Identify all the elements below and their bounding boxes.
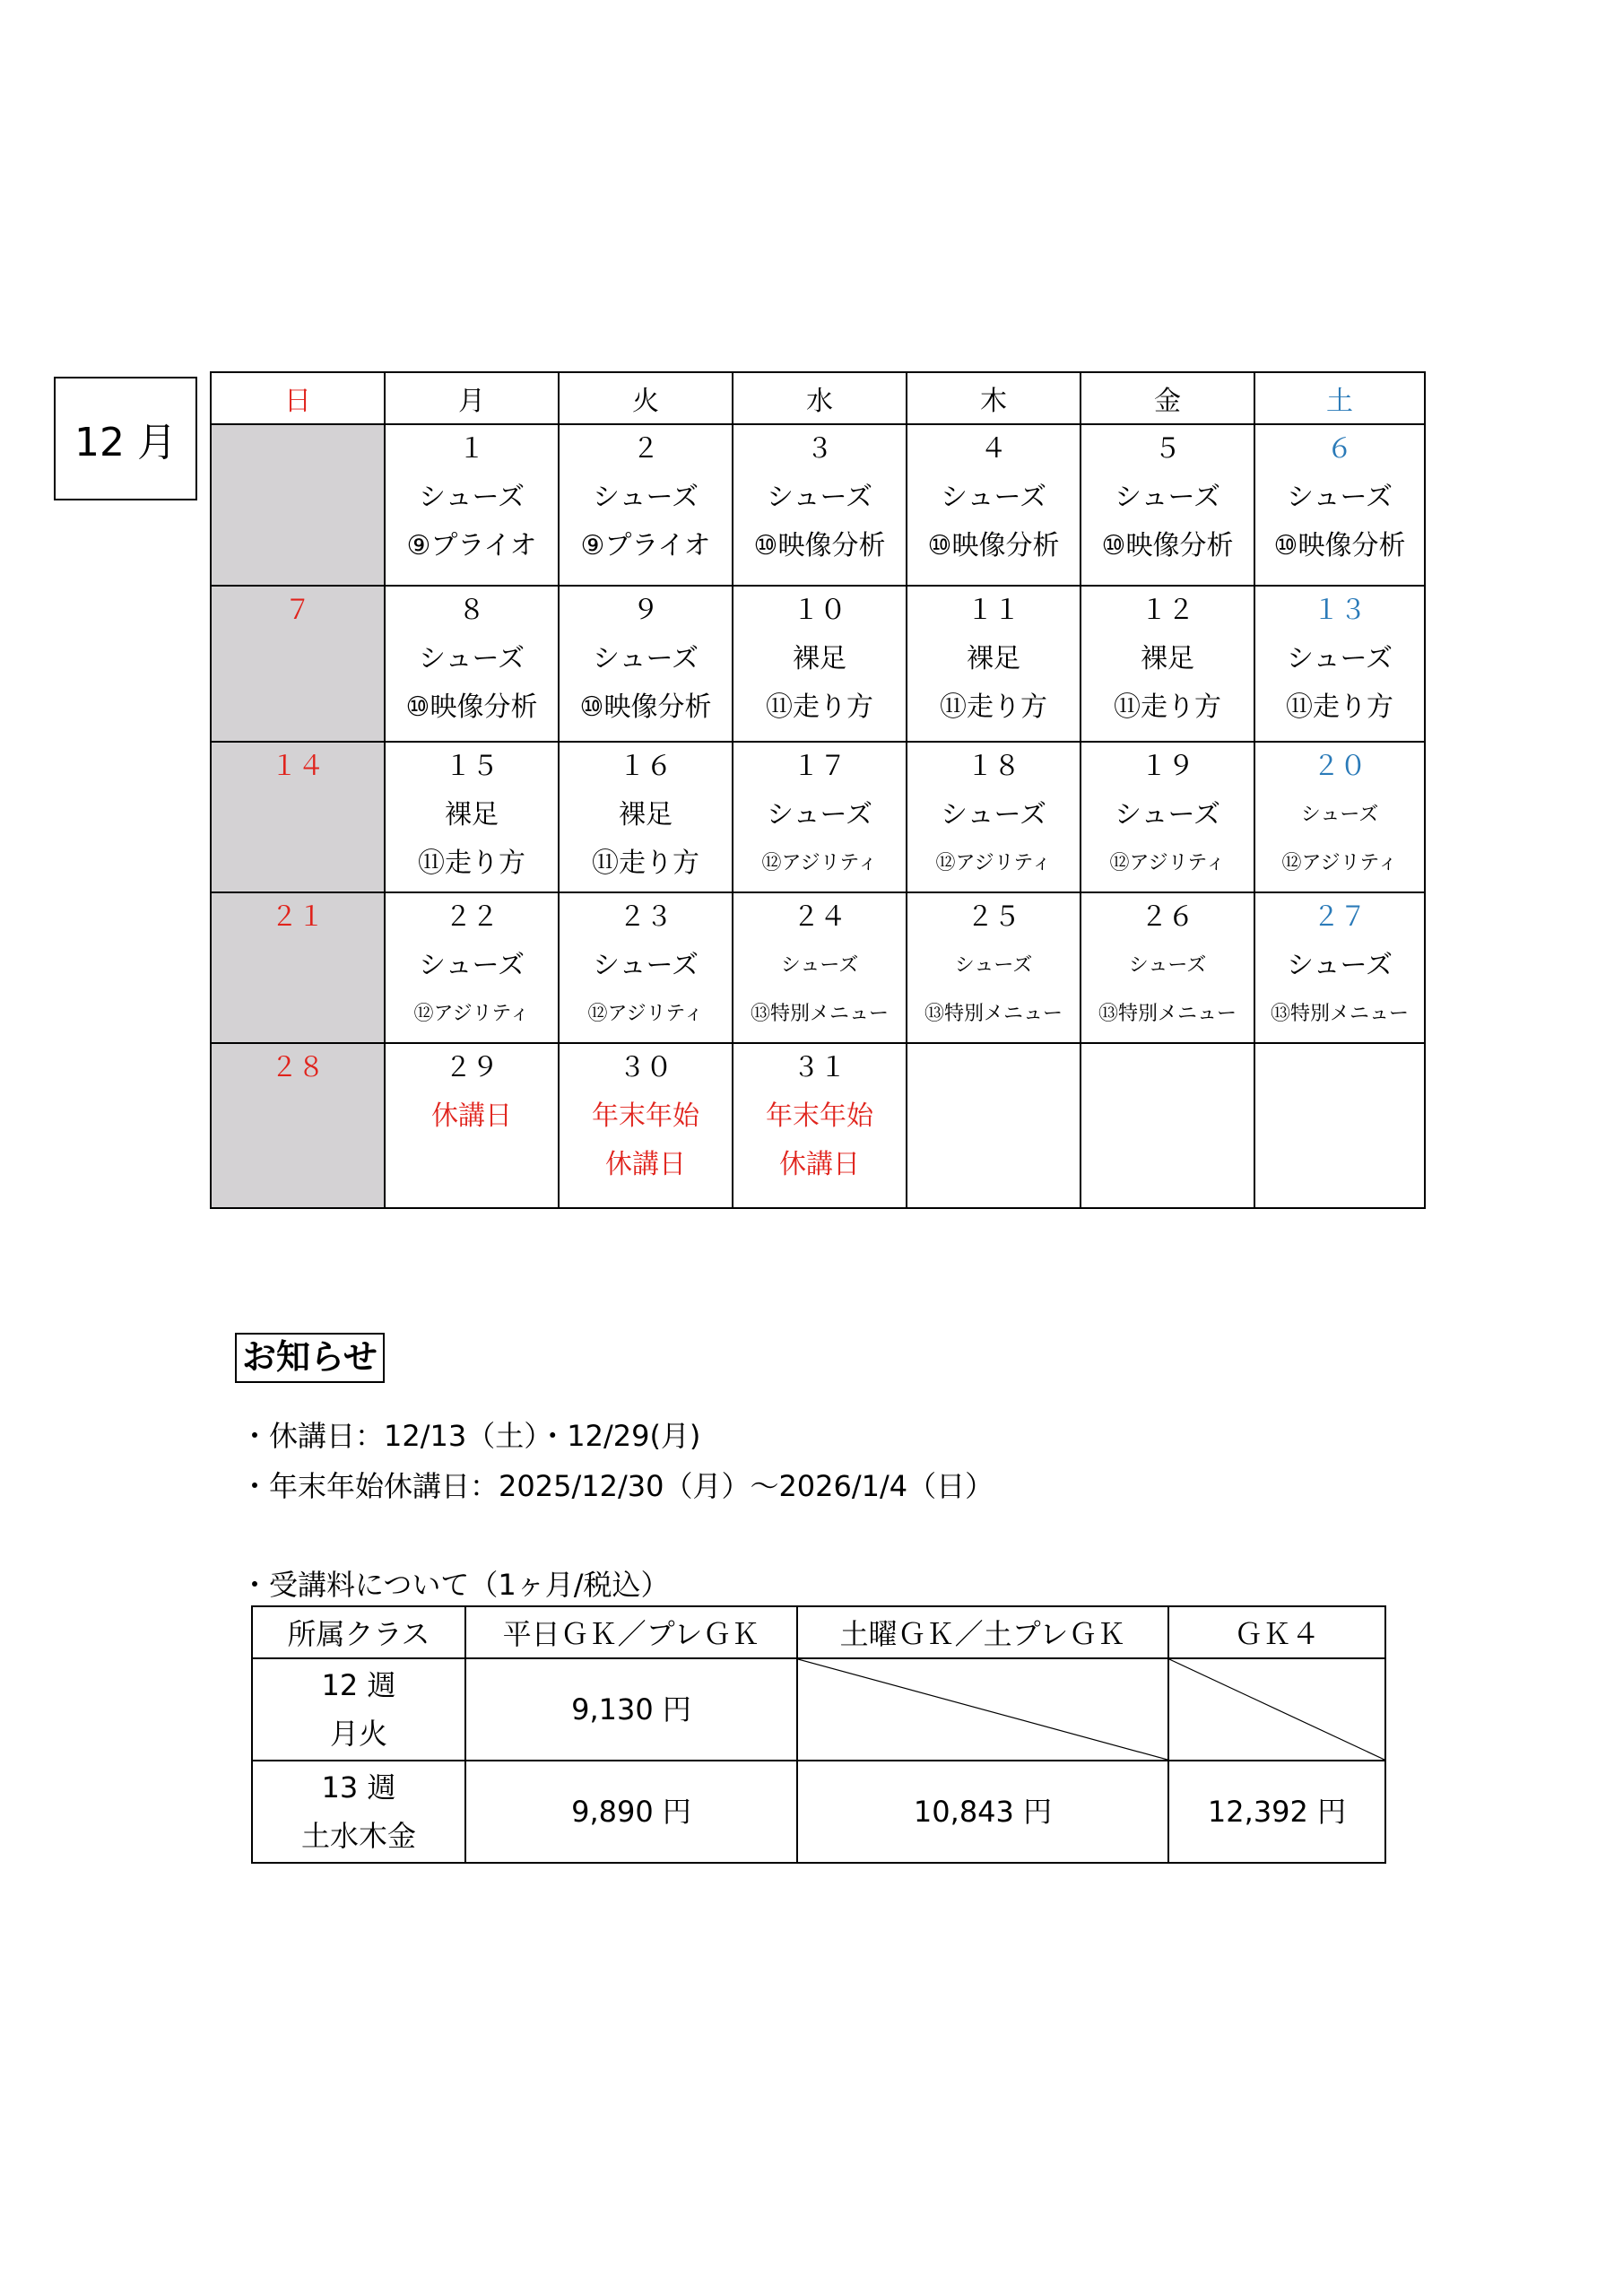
fee-class-cell <box>252 1761 465 1863</box>
fee-gk4-na <box>1168 1658 1385 1761</box>
session-text: ⑪走り方 <box>766 691 873 723</box>
day-number: ２７ <box>1313 901 1367 933</box>
week-row <box>211 586 1425 742</box>
day-number: １３ <box>1313 595 1367 626</box>
notice-title: お知らせ <box>235 1333 385 1383</box>
session-text: シューズ <box>941 482 1046 513</box>
calendar-cell <box>1254 586 1425 742</box>
calendar-cell <box>733 892 907 1043</box>
weekday-sun: 日 <box>211 372 385 424</box>
session-text: ⑩映像分析 <box>927 530 1060 561</box>
weekday-mon: 月 <box>385 372 559 424</box>
fee-row-13 <box>252 1761 1385 1863</box>
session-text: シューズ <box>419 950 525 981</box>
day-number: ６ <box>1326 433 1353 465</box>
session-text: ⑨プライオ <box>580 530 711 561</box>
calendar-cell <box>1081 586 1254 742</box>
day-number: ８ <box>458 595 485 626</box>
diagonal-line-icon <box>798 1659 1167 1760</box>
calendar-cell <box>385 742 559 892</box>
session-text: シューズ <box>419 482 525 513</box>
fee-header-row <box>252 1606 1385 1658</box>
calendar-cell <box>1254 742 1425 892</box>
calendar-cell <box>733 742 907 892</box>
session-text: シューズ <box>767 799 872 831</box>
session-text: ⑪走り方 <box>940 691 1047 723</box>
calendar-cell <box>385 892 559 1043</box>
session-text: シューズ <box>593 482 699 513</box>
day-number: ２２ <box>445 901 499 933</box>
calendar-cell <box>385 1043 559 1208</box>
fee-header-gk4: ＧＫ４ <box>1168 1606 1385 1658</box>
week-row <box>211 742 1425 892</box>
session-text: ⑬特別メニュー <box>924 1003 1063 1025</box>
calendar-cell-sunday <box>211 424 385 586</box>
day-number: ３０ <box>619 1052 673 1083</box>
session-text: ⑨プライオ <box>406 530 537 561</box>
fee-class-week: 12 週 <box>321 1668 396 1702</box>
day-number: １２ <box>1141 595 1194 626</box>
fee-caption: ・受講料について（1ヶ月/税込） <box>240 1568 670 1602</box>
weekday-thu: 木 <box>907 372 1081 424</box>
weekday-fri: 金 <box>1081 372 1254 424</box>
calendar-cell <box>559 586 733 742</box>
diagonal-line-icon <box>1169 1659 1384 1760</box>
session-text: ⑫アジリティ <box>587 1003 704 1025</box>
fee-class-cell <box>252 1658 465 1761</box>
calendar-cell <box>1254 892 1425 1043</box>
session-text: シューズ <box>1115 482 1220 513</box>
calendar-cell <box>559 892 733 1043</box>
calendar-cell <box>733 1043 907 1208</box>
session-text: ⑪走り方 <box>418 848 525 879</box>
calendar-cell-sunday <box>211 586 385 742</box>
calendar-cell <box>559 742 733 892</box>
session-text: シューズ <box>1287 482 1393 513</box>
weekday-sat: 土 <box>1254 372 1425 424</box>
notice-holiday-line: ・休講日：12/13（土）・12/29(月) <box>240 1419 701 1453</box>
calendar-cell <box>1081 424 1254 586</box>
day-number: ９ <box>632 595 659 626</box>
session-text: シューズ <box>954 954 1033 977</box>
week-row <box>211 1043 1425 1208</box>
fee-header-class: 所属クラス <box>252 1606 465 1658</box>
calendar-cell <box>733 586 907 742</box>
session-text: ⑫アジリティ <box>1281 852 1398 874</box>
session-text: シューズ <box>593 643 699 674</box>
day-number: １６ <box>619 751 673 782</box>
session-text: 年末年始 <box>592 1100 699 1132</box>
calendar-cell <box>907 586 1081 742</box>
session-text: シューズ <box>941 799 1046 831</box>
session-text: ⑫アジリティ <box>1109 852 1226 874</box>
day-number: ３１ <box>793 1052 846 1083</box>
day-number: １ <box>458 433 485 465</box>
day-number: １９ <box>1141 751 1194 782</box>
session-text: 裸足 <box>967 643 1020 674</box>
day-number: ２０ <box>1313 751 1367 782</box>
session-text: ⑬特別メニュー <box>750 1003 889 1025</box>
session-text: ⑫アジリティ <box>413 1003 530 1025</box>
day-number: ３ <box>806 433 833 465</box>
calendar-cell <box>907 742 1081 892</box>
session-text: シューズ <box>1287 950 1393 981</box>
fee-row-12 <box>252 1658 1385 1761</box>
calendar-cell <box>385 424 559 586</box>
notice-yearend-line: ・年末年始休講日：2025/12/30（月）～2026/1/4（日） <box>240 1469 994 1503</box>
day-number: １４ <box>271 751 325 782</box>
session-text: ⑩映像分析 <box>1101 530 1234 561</box>
calendar-cell-sunday <box>211 892 385 1043</box>
session-text: ⑪走り方 <box>592 848 699 879</box>
fee-class-days: 月火 <box>329 1717 387 1751</box>
day-number: １８ <box>967 751 1020 782</box>
weekday-header-row <box>211 372 1425 424</box>
day-number: ２３ <box>619 901 673 933</box>
session-text: シューズ <box>1287 643 1393 674</box>
calendar-cell <box>907 892 1081 1043</box>
session-text: 年末年始 <box>766 1100 873 1132</box>
session-text: 裸足 <box>1141 643 1194 674</box>
fee-header-saturday: 土曜ＧＫ／土プレＧＫ <box>797 1606 1168 1658</box>
calendar-cell <box>1081 892 1254 1043</box>
day-number: ２１ <box>271 901 325 933</box>
session-text: シューズ <box>1115 799 1220 831</box>
session-text: シューズ <box>419 643 525 674</box>
day-number: ２４ <box>793 901 846 933</box>
weekday-wed: 水 <box>733 372 907 424</box>
calendar-cell <box>733 424 907 586</box>
day-number: ２５ <box>967 901 1020 933</box>
day-number: ４ <box>980 433 1007 465</box>
session-text: 裸足 <box>793 643 846 674</box>
session-text: ⑩映像分析 <box>405 691 538 723</box>
session-text: シューズ <box>1128 954 1207 977</box>
session-text: ⑩映像分析 <box>579 691 712 723</box>
calendar-cell <box>1081 1043 1254 1208</box>
week-row <box>211 424 1425 586</box>
fee-table <box>251 1605 1386 1864</box>
calendar-cell <box>559 1043 733 1208</box>
fee-class-days: 土水木金 <box>300 1819 416 1853</box>
session-text: ⑫アジリティ <box>761 852 878 874</box>
fee-weekday-price: 9,890 円 <box>465 1761 797 1863</box>
calendar-table <box>210 371 1426 1209</box>
session-text: シューズ <box>1300 804 1379 826</box>
calendar-cell <box>1254 424 1425 586</box>
session-text: ⑪走り方 <box>1286 691 1393 723</box>
day-number: ５ <box>1154 433 1181 465</box>
day-number: ２６ <box>1141 901 1194 933</box>
session-text: ⑪走り方 <box>1114 691 1221 723</box>
session-text: 休講日 <box>779 1149 860 1180</box>
day-number: １５ <box>445 751 499 782</box>
calendar-cell <box>1254 1043 1425 1208</box>
session-text: ⑬特別メニュー <box>1270 1003 1409 1025</box>
day-number: ７ <box>284 595 311 626</box>
session-text: シューズ <box>593 950 699 981</box>
calendar-cell-sunday <box>211 742 385 892</box>
weekday-tue: 火 <box>559 372 733 424</box>
fee-saturday-price: 10,843 円 <box>797 1761 1168 1863</box>
day-number: １０ <box>793 595 846 626</box>
session-text: ⑬特別メニュー <box>1098 1003 1237 1025</box>
month-label: 12 月 <box>54 377 197 500</box>
fee-saturday-na <box>797 1658 1168 1761</box>
session-text: シューズ <box>767 482 872 513</box>
fee-header-weekday: 平日ＧＫ／プレＧＫ <box>465 1606 797 1658</box>
session-text: ⑫アジリティ <box>935 852 1052 874</box>
calendar-cell <box>385 586 559 742</box>
day-number: ２９ <box>445 1052 499 1083</box>
fee-gk4-price: 12,392 円 <box>1168 1761 1385 1863</box>
day-number: １１ <box>967 595 1020 626</box>
day-number: １７ <box>793 751 846 782</box>
calendar-cell-sunday <box>211 1043 385 1208</box>
fee-class-week: 13 週 <box>321 1770 396 1805</box>
session-text: 裸足 <box>619 799 673 831</box>
session-text: ⑩映像分析 <box>753 530 886 561</box>
session-text: シューズ <box>780 954 859 977</box>
week-row <box>211 892 1425 1043</box>
fee-weekday-price: 9,130 円 <box>465 1658 797 1761</box>
day-number: ２ <box>632 433 659 465</box>
calendar-cell <box>1081 742 1254 892</box>
session-text: ⑩映像分析 <box>1273 530 1406 561</box>
calendar-cell <box>907 1043 1081 1208</box>
session-text: 裸足 <box>445 799 499 831</box>
session-text: 休講日 <box>431 1100 512 1132</box>
calendar-cell <box>559 424 733 586</box>
session-text: 休講日 <box>605 1149 686 1180</box>
day-number: ２８ <box>271 1052 325 1083</box>
calendar-cell <box>907 424 1081 586</box>
